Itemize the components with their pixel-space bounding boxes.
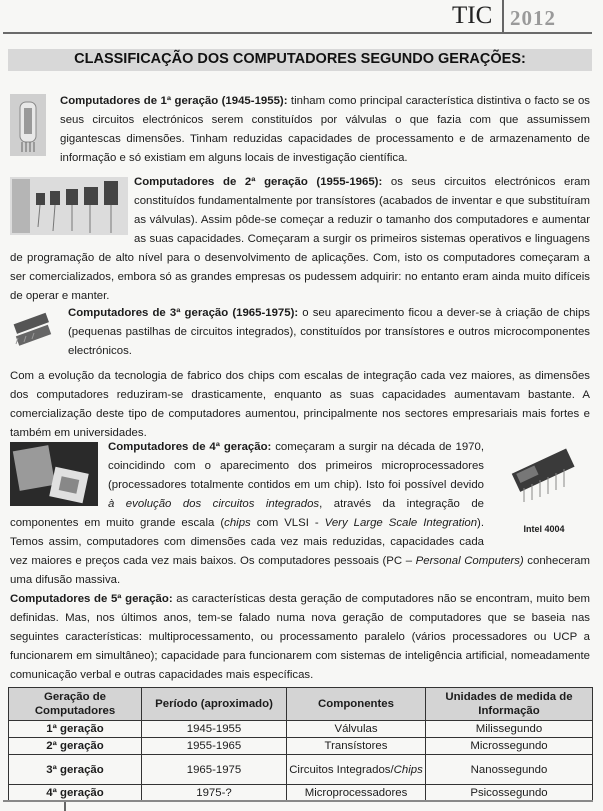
footer-rule <box>3 800 593 802</box>
gen2-heading: Computadores de 2ª geração (1955-1965): <box>134 176 383 188</box>
gen4-heading: Computadores de 4ª geração: <box>108 441 272 453</box>
col-header-units: Unidades de medida de Informação <box>426 688 593 721</box>
gen4-text-italic: à evolução dos circuitos integrados <box>108 498 320 510</box>
cell-units: Milissegundo <box>426 721 593 738</box>
cell-components: Válvulas <box>287 721 426 738</box>
cell-components-text: Circuitos Integrados/ <box>289 763 394 776</box>
cell-components: Transístores <box>287 738 426 755</box>
cell-period: 1955-1965 <box>142 738 287 755</box>
cell-period: 1945-1955 <box>142 721 287 738</box>
gen4-text: com VLSI - <box>250 517 325 529</box>
col-header-components: Componentes <box>287 688 426 721</box>
table-header-row <box>9 688 593 721</box>
table-row <box>9 785 593 802</box>
gen3-heading: Computadores de 3ª geração (1965-1975): <box>68 307 299 319</box>
footer-divider <box>64 802 66 811</box>
table-row <box>9 738 593 755</box>
cell-generation: 4ª geração <box>9 785 142 802</box>
col-header-period: Período (aproximado) <box>142 688 287 721</box>
intel-4004-figure <box>498 442 590 534</box>
section-gen4 <box>10 438 590 590</box>
cell-generation: 1ª geração <box>9 721 142 738</box>
cell-generation: 3ª geração <box>9 755 142 785</box>
gen2-text: os seus circuitos electrónicos eram constituídos fundamentalmente por transístores (acabados de inventar e que substituíram as válvulas). Assim pôde-se começar a reduzir o tamanho dos computadores e aumentar as suas capacidades. Começaram a surgir os primeiros sistemas operativos e linguagens de programação de alto nível para o desenvolvimento de aplicações. Com, isto os computadores começaram a ser comercializados, embora só as grandes empresas os pudessem adquirir: no entanto eram ainda muito difíceis de operar e manter. <box>10 176 590 302</box>
header-divider <box>502 0 504 33</box>
table-row <box>9 755 593 785</box>
chips-image <box>10 308 56 348</box>
gen4-text-italic: chips <box>224 517 251 529</box>
gen4-text: ). Temos assim, computadores com dimensões cada vez mais reduzidas, capacidades cada vez maiores e preços cada vez mais baixos. Os computadores pessoais (PC – <box>10 517 485 567</box>
cell-components <box>287 755 426 785</box>
cell-units: Microssegundo <box>426 738 593 755</box>
microprocessors-image <box>10 442 98 506</box>
gen4-text: conheceram uma difusão massiva. <box>10 555 590 586</box>
col-header-generation: Geração de Computadores <box>9 688 142 721</box>
header-subject: TIC <box>452 2 493 29</box>
cell-components-italic: Chips <box>393 763 423 776</box>
table-row <box>9 721 593 738</box>
gen5-heading: Computadores de 5ª geração: <box>10 593 173 605</box>
gen1-text: tinham como principal característica distintiva o facto se os seus circuitos electrónicos serem constituídos por válvulas o que fazia com que assumissem gigantescas dimensões. Tinham reduzidas capacidades de processamento e de armazenamento de informação e só existiam em alguns locais de investigação científica. <box>60 95 590 164</box>
header-rule <box>3 32 592 34</box>
vacuum-tube-image <box>10 94 46 156</box>
gen4-text-italic: Very Large Scale Integration <box>324 517 478 529</box>
gen4-text-italic: Personal Computers) <box>415 555 524 567</box>
intel-4004-caption: Intel 4004 <box>523 524 565 534</box>
gen4-text: , através da integração de componentes em muito grande escala ( <box>10 498 484 529</box>
gen3-text: o seu aparecimento ficou a dever-se à criação de chips (pequenas pastilhas de circuitos integrados), constituídos por transístores e outros microcomponentes electrónicos. <box>68 307 590 357</box>
generations-table <box>8 687 593 802</box>
cell-units: Psicossegundo <box>426 785 593 802</box>
section-gen3 <box>10 304 590 443</box>
transistors-image <box>10 177 128 235</box>
gen5-text: as características desta geração de computadores não se encontram, muito bem definidas. Mas, nos últimos anos, tem-se falado numa nova geração de computadores que se baseia nas seguintes características: multiprocessamento, ou processamento paralelo (vários processadores ou UCP a funcionarem em simultâneo); capacidade para funcionarem com sistemas de inteligência artificial, nomeadamente comunicação verbal e outras capacidades mais específicas. <box>10 593 590 681</box>
section-gen1 <box>10 92 590 168</box>
section-gen5 <box>10 590 590 685</box>
intel-4004-image <box>504 442 584 508</box>
gen4-text: começaram a surgir na década de 1970, coincidindo com o aparecimento dos primeiros microprocessadores (processadores totalmente contidos em um chip). Isto foi possível devido <box>108 441 484 491</box>
gen3-paragraph-2: Com a evolução da tecnologia de fabrico dos chips com escalas de integração cada vez maiores, as dimensões dos computadores reduziram-se drasticamente, enquanto as suas capacidades aumentavam bastante. A comercialização deste tipo de computadores aumentou, principalmente nos sectores empresariais mais fortes e também em universidades. <box>10 370 590 439</box>
page-title: CLASSIFICAÇÃO DOS COMPUTADORES SEGUNDO GERAÇÕES: <box>74 51 526 67</box>
cell-period: 1965-1975 <box>142 755 287 785</box>
cell-period: 1975-? <box>142 785 287 802</box>
cell-generation: 2ª geração <box>9 738 142 755</box>
header-year: 2012 <box>510 6 556 30</box>
section-gen2 <box>10 173 590 306</box>
cell-units: Nanossegundo <box>426 755 593 785</box>
cell-components: Microprocessadores <box>287 785 426 802</box>
gen1-heading: Computadores de 1ª geração (1945-1955): <box>60 95 288 107</box>
